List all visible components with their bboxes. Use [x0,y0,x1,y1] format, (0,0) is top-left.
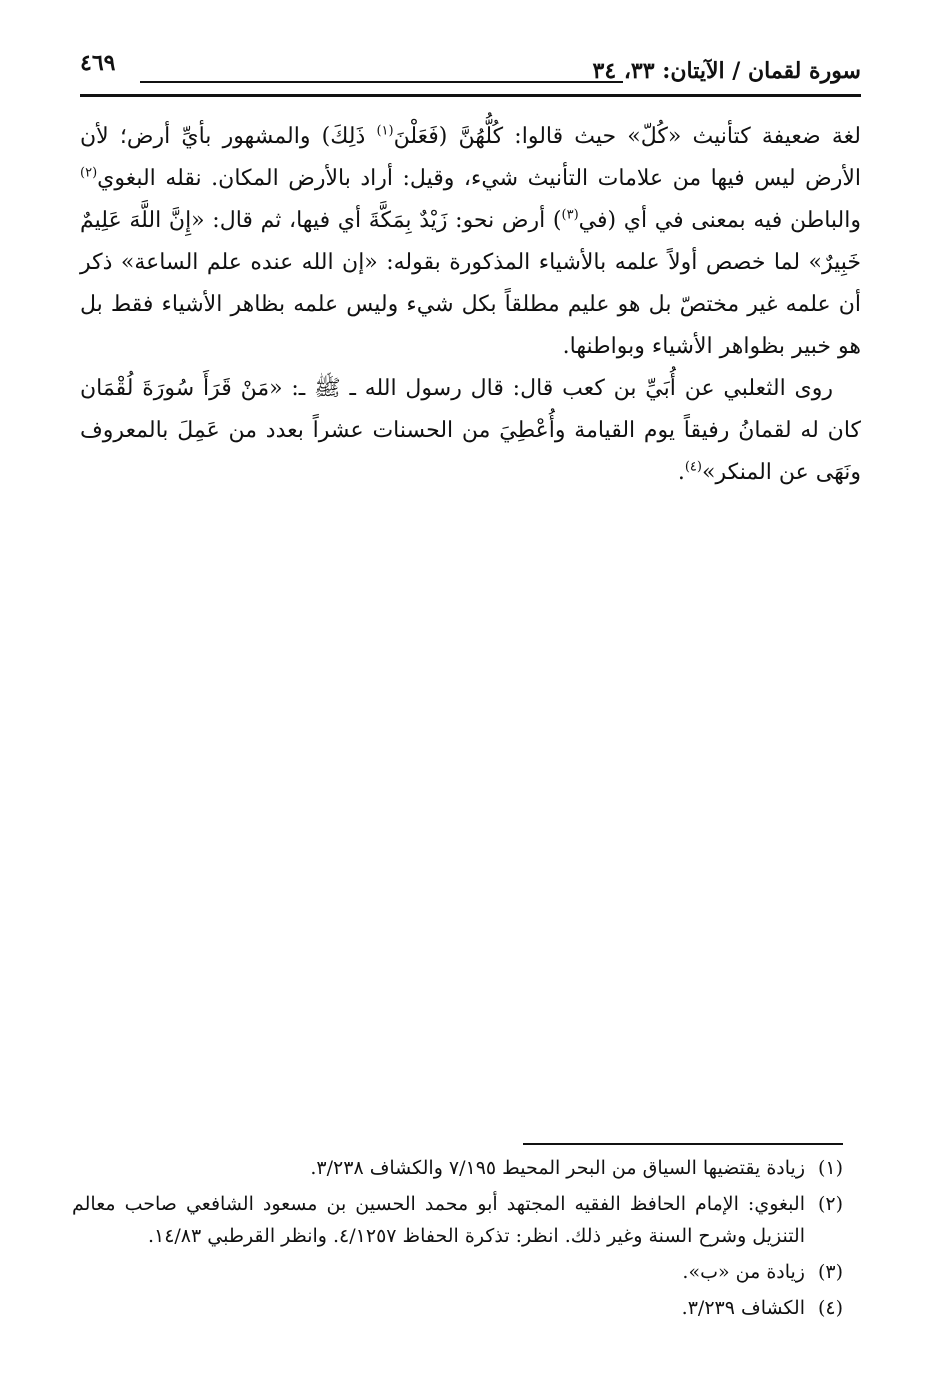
header-rule [80,94,861,97]
footnote-number: (٣) [817,1261,843,1283]
running-head [80,48,861,94]
footnote-number: (٤) [817,1297,843,1319]
footnote-4 [72,1292,843,1324]
footnote-1 [72,1152,843,1184]
footnote-2 [72,1188,843,1252]
footnote-marker-3: (٣) [561,207,579,223]
body-text [80,116,861,494]
paragraph-2: روى الثعلبي عن أُبَيِّ بن كعب قال: قال رسول الله ـ ﷺ ـ: «مَنْ قَرَأَ سُورَةَ لُقْمَان كان له لقمانُ رفيقاً يوم القيامة وأُعْطِيَ من الحسنات عشراً بعدد من عَمِلَ بالمعروف ونَهَى عن المنكر»$^{(٤)}$. [80,376,861,485]
footnote-text: الكشاف ٣/٢٣٩. [681,1297,805,1319]
page-number: ٤٦٩ [80,50,116,76]
footnote-marker-4: (٤) [684,459,702,475]
paragraph-1: لغة ضعيفة كتأنيث «كُلّ» حيث قالوا: كُلُّهُنَّ (فَعَلْنَ$^{(١)}$ ذَلِكَ) والمشهور بأيِّ أرض؛ لأن الأرض ليس فيها من علامات التأنيث شيء، وقيل: أراد بالأرض المكان. نقله البغوي$^{(٢)}$ والباطن فيه بمعنى في أي (في$^{(٣)}$) أرض نحو: زَيْدٌ بِمَكَّةَ أي فيها، ثم قال: «إِنَّ اللَّهَ عَلِيمٌ خَبِيرٌ» لما خصص أولاً علمه بالأشياء المذكورة بقوله: «إن الله عنده علم الساعة» ذكر أن علمه غير مختصّ بل هو عليم مطلقاً بكل شيء وليس علمه بظاهر الأشياء فقط بل هو خبير بظواهر الأشياء وبواطنها. [80,123,861,359]
footnote-marker-1: (١) [376,123,394,139]
footnote-text: زيادة يقتضيها السياق من البحر المحيط ٧/١٩٥ والكشاف ٣/٢٣٨. [310,1157,805,1179]
footnote-text: زيادة من «ب». [682,1261,805,1283]
footnote-number: (٢) [817,1193,843,1215]
footnote-3 [72,1256,843,1288]
footnote-marker-2: (٢) [80,165,98,181]
running-head-line [140,81,623,83]
footnote-text: البغوي: الإمام الحافظ الفقيه المجتهد أبو محمد الحسين بن مسعود الشافعي صاحب معالم التنزيل وشرح السنة وغير ذلك. انظر: تذكرة الحفاظ ٤/١٢٥٧. وانظر القرطبي ١٤/٨٣. [72,1193,805,1247]
footnotes [72,1152,843,1328]
footnote-number: (١) [817,1157,843,1179]
running-head-title: سورة لقمان / الآيتان: ٣٣، ٣٤ [592,58,861,84]
footnote-rule [523,1143,843,1145]
